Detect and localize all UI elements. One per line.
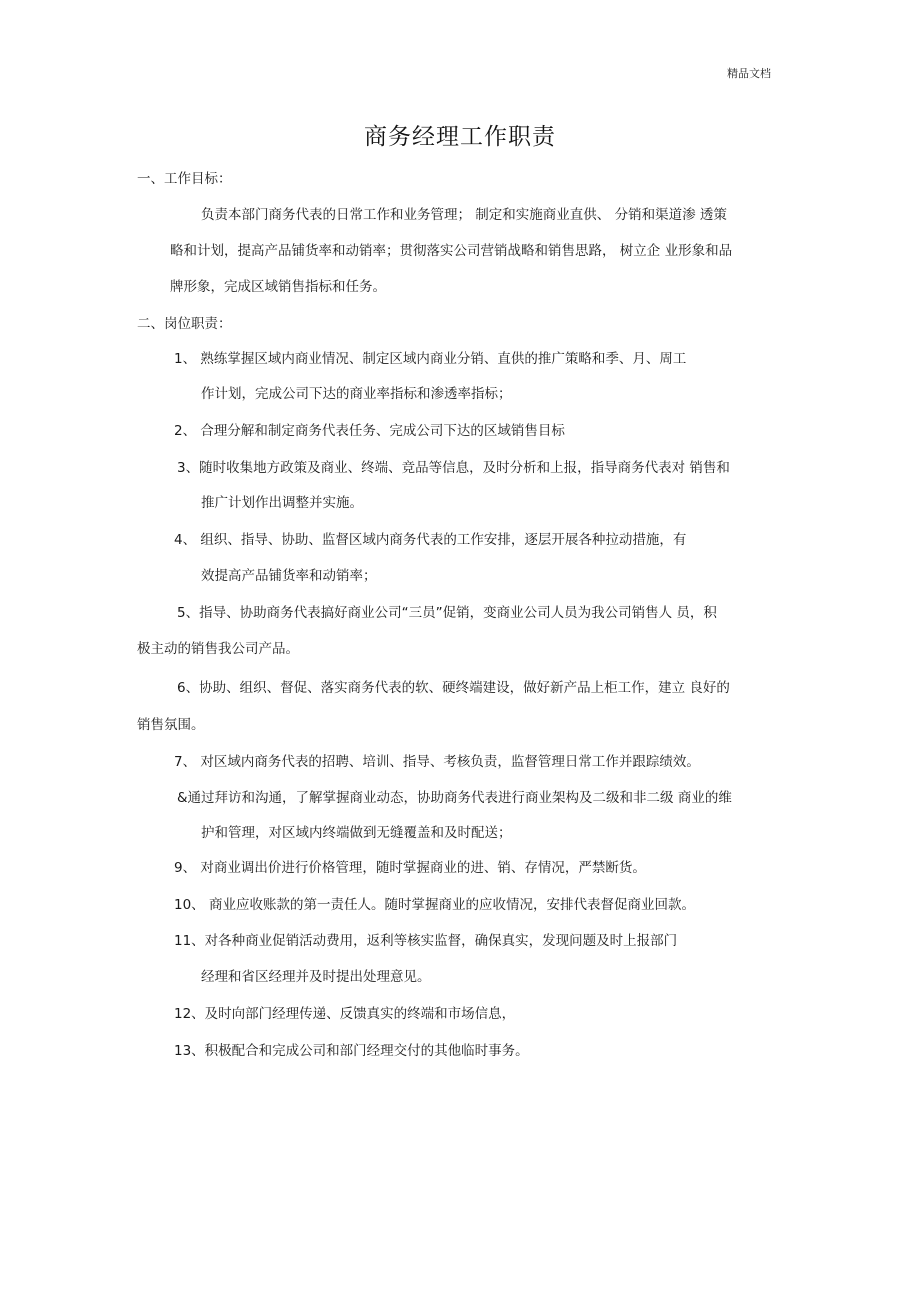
list-item: 7、 对区域内商务代表的招聘、培训、指导、考核负责，监督管理日常工作并跟踪绩效。 [174, 754, 700, 770]
list-item: 4、 组织、指导、协助、监督区域内商务代表的工作安排，逐层开展各种拉动措施，有 [174, 532, 687, 548]
list-item: &通过拜访和沟通，了解掌握商业动态，协助商务代表进行商业架构及二级和非二级 商业的维 [177, 790, 732, 806]
list-item-continuation: 极主动的销售我公司产品。 [137, 641, 299, 657]
paragraph-line: 牌形象，完成区域销售指标和任务。 [170, 279, 386, 295]
section-heading-goals: 一、工作目标： [137, 171, 232, 187]
list-item: 1、 熟练掌握区域内商业情况、制定区域内商业分销、直供的推广策略和季、月、周工 [174, 351, 687, 367]
list-item-continuation: 销售氛围。 [137, 717, 205, 733]
list-item-continuation: 效提高产品铺货率和动销率； [201, 568, 377, 584]
list-item: 13、积极配合和完成公司和部门经理交付的其他临时事务。 [174, 1043, 529, 1059]
list-item: 12、及时向部门经理传递、反馈真实的终端和市场信息， [174, 1006, 516, 1022]
paragraph-line: 负责本部门商务代表的日常工作和业务管理； 制定和实施商业直供、 分销和渠道渗 透策 [201, 207, 727, 223]
list-item: 11、对各种商业促销活动费用，返利等核实监督，确保真实，发现问题及时上报部门 [174, 933, 678, 949]
list-item: 6、协助、组织、督促、落实商务代表的软、硬终端建设，做好新产品上柜工作，建立 良好的 [177, 680, 730, 696]
list-item: 2、 合理分解和制定商务代表任务、完成公司下达的区域销售目标 [174, 423, 565, 439]
list-item-continuation: 护和管理，对区域内终端做到无缝覆盖和及时配送； [201, 825, 512, 841]
page-title: 商务经理工作职责 [364, 124, 556, 150]
list-item: 10、 商业应收账款的第一责任人。随时掌握商业的应收情况，安排代表督促商业回款。 [174, 897, 695, 913]
list-item-continuation: 经理和省区经理并及时提出处理意见。 [201, 969, 431, 985]
list-item: 5、指导、协助商务代表搞好商业公司“三员”促销，变商业公司人员为我公司销售人 员，积 [177, 605, 717, 621]
list-item: 3、随时收集地方政策及商业、终端、竞品等信息，及时分析和上报，指导商务代表对 销售和 [177, 460, 730, 476]
paragraph-line: 略和计划，提高产品铺货率和动销率；贯彻落实公司营销战略和销售思路， 树立企 业形象和品 [170, 243, 733, 259]
list-item-continuation: 推广计划作出调整并实施。 [201, 495, 363, 511]
header-note: 精品文档 [727, 67, 771, 80]
section-heading-duties: 二、岗位职责： [137, 316, 232, 332]
list-item-continuation: 作计划，完成公司下达的商业率指标和渗透率指标； [201, 386, 512, 402]
list-item: 9、 对商业调出价进行价格管理，随时掌握商业的进、销、存情况，严禁断货。 [174, 860, 646, 876]
